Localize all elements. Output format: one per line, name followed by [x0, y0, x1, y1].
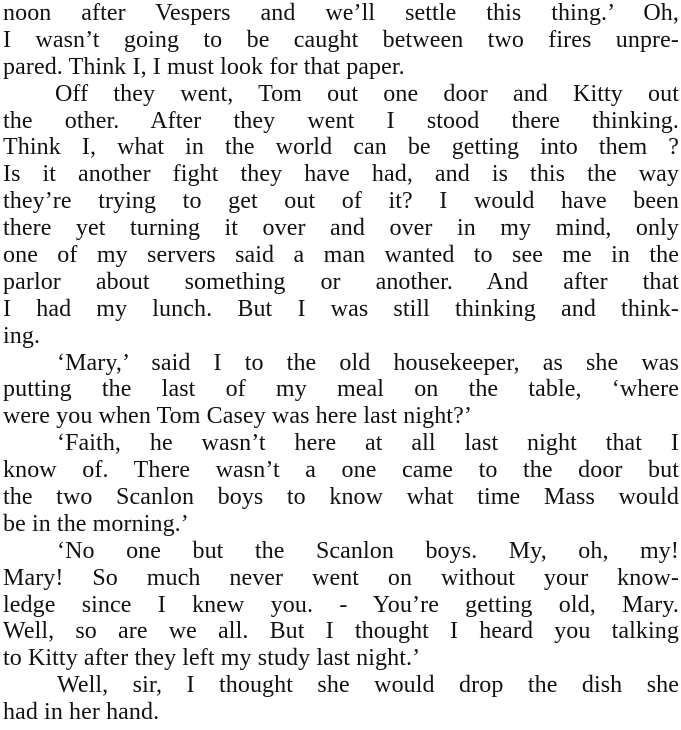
text-line: the two Scanlon boys to know what time Mass would	[3, 484, 679, 511]
text-line: noon after Vespers and we’ll settle this thing.’ Oh,	[3, 0, 679, 26]
text-line: pared. Think I, I must look for that paper.	[3, 53, 405, 80]
text-line: ledge since I knew you. - You’re getting old, Mary.	[3, 591, 679, 618]
paragraph-first-line: Off they went, Tom out one door and Kitty out	[55, 80, 679, 107]
text-line: one of my servers said a man wanted to see me in the	[3, 242, 679, 269]
text-line: to Kitty after they left my study last night.’	[3, 645, 421, 672]
text-line: know of. There wasn’t a one came to the door but	[3, 457, 679, 484]
text-line: were you when Tom Casey was here last night?’	[3, 403, 472, 430]
text-line: they’re trying to get out of it? I would have been	[3, 188, 679, 215]
text-line: there yet turning it over and over in my mind, only	[3, 215, 679, 242]
paragraph-first-line: ‘Mary,’ said I to the old housekeeper, as she was	[57, 349, 679, 376]
text-line: putting the last of my meal on the table, ‘where	[3, 376, 679, 403]
text-line: be in the morning.’	[3, 510, 189, 537]
text-line: Well, so are we all. But I thought I heard you talking	[3, 618, 679, 645]
text-line: had in her hand.	[3, 699, 160, 726]
text-line: Is it another fight they have had, and is this the way	[3, 161, 679, 188]
text-line: Mary! So much never went on without your know-	[3, 564, 679, 591]
document-page	[3, 0, 679, 730]
paragraph-first-line: Well, sir, I thought she would drop the dish she	[57, 672, 679, 699]
text-line: I wasn’t going to be caught between two fires unpre-	[3, 26, 679, 53]
text-line: the other. After they went I stood there thinking.	[3, 107, 679, 134]
text-line: I had my lunch. But I was still thinking and think-	[3, 295, 679, 322]
text-line: ing.	[3, 322, 41, 349]
text-line: parlor about something or another. And after that	[3, 268, 679, 295]
paragraph-first-line: ‘No one but the Scanlon boys. My, oh, my!	[57, 537, 679, 564]
text-line: Think I, what in the world can be getting into them ?	[3, 134, 679, 161]
paragraph-first-line: ‘Faith, he wasn’t here at all last night that I	[57, 430, 679, 457]
